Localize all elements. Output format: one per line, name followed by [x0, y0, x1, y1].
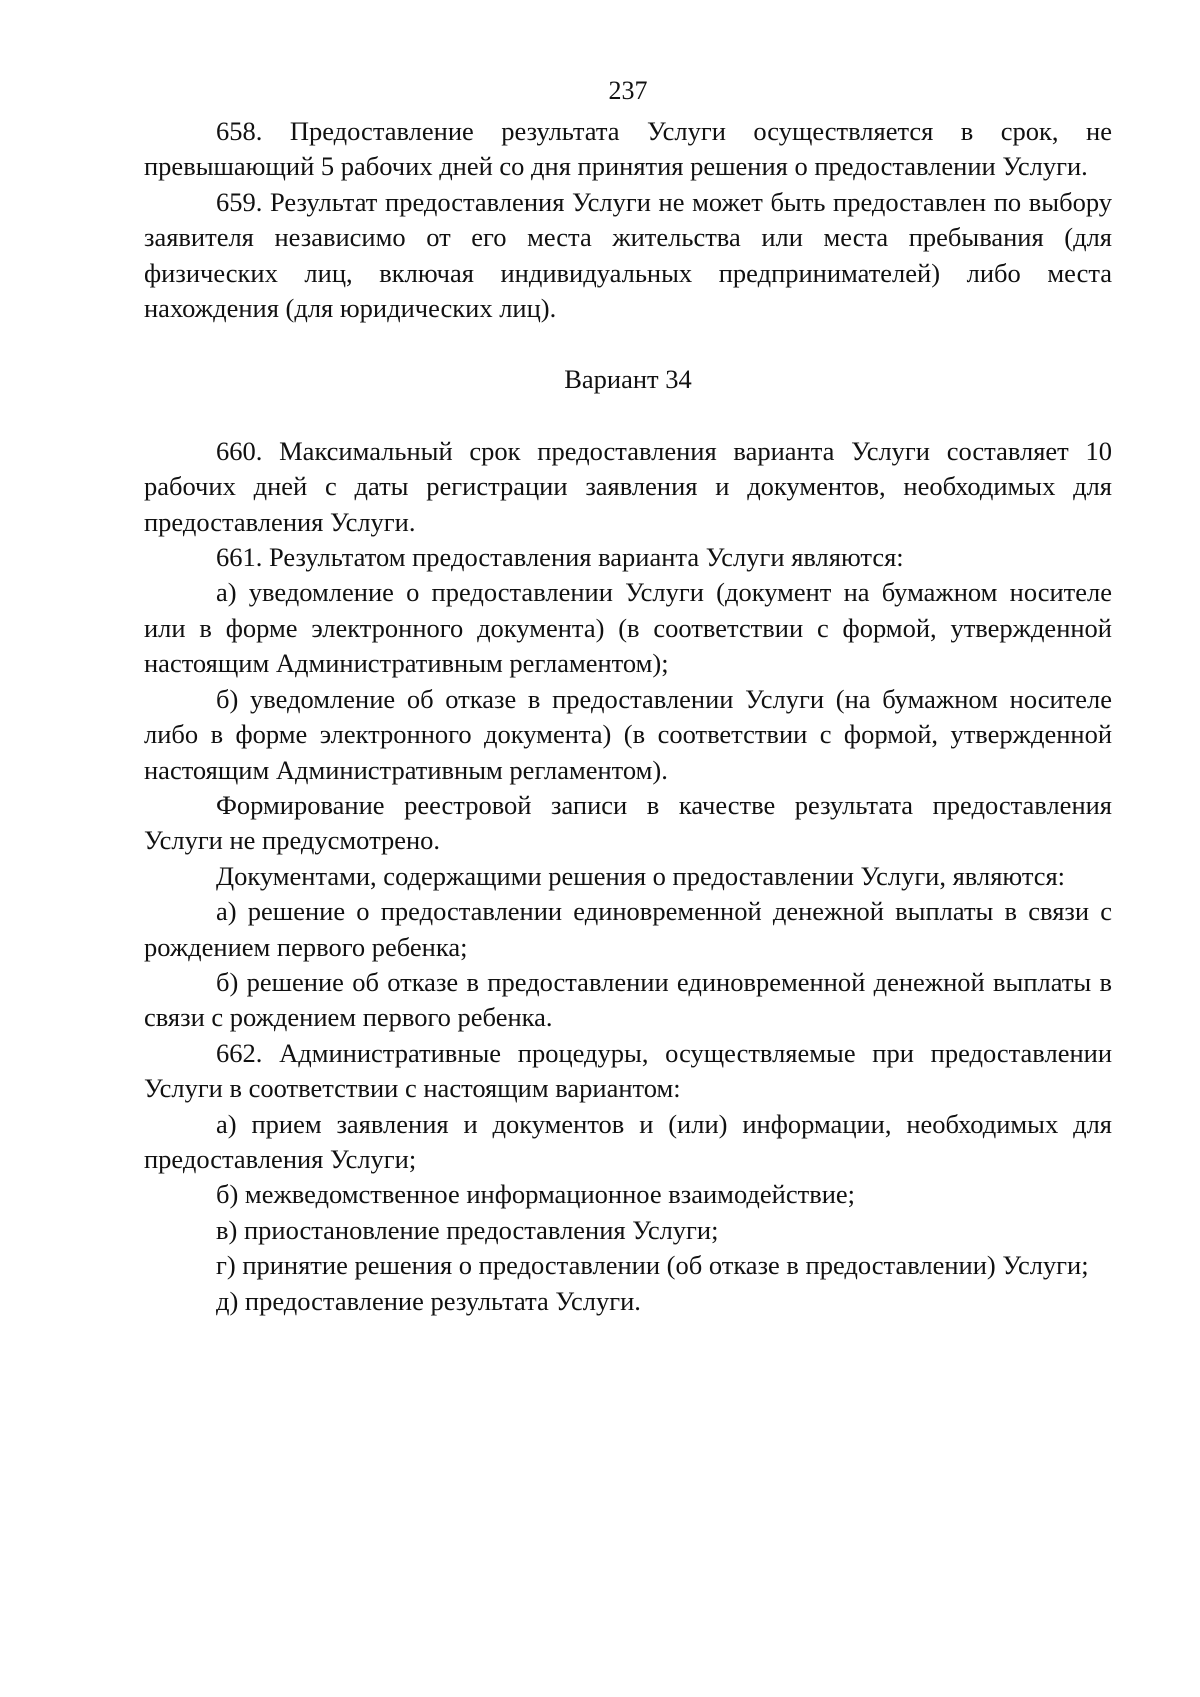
paragraph-658: 658. Предоставление результата Услуги осуществляется в срок, не превышающий 5 рабочих дней со дня принятия решения о предоставлении Услуги. — [144, 116, 1112, 182]
paragraph-662-item-b: б) межведомственное информационное взаимодействие; — [216, 1179, 856, 1210]
paragraph-decision-item-a: а) решение о предоставлении единовременной денежной выплаты в связи с рождением первого ребенка; — [144, 896, 1112, 962]
paragraph-662-item-g: г) принятие решения о предоставлении (об отказе в предоставлении) Услуги; — [216, 1250, 1089, 1281]
paragraph-660: 660. Максимальный срок предоставления варианта Услуги составляет 10 рабочих дней с даты регистрации заявления и документов, необходимых для предоставления Услуги. — [144, 435, 1112, 537]
page-number: 237 — [608, 76, 648, 105]
paragraph-662: 662. Административные процедуры, осуществляемые при предоставлении Услуги в соответствии с настоящим вариантом: — [144, 1037, 1112, 1104]
section-heading: Вариант 34 — [564, 364, 692, 395]
paragraph-661-item-b: б) уведомление об отказе в предоставлении Услуги (на бумажном носителе либо в форме электронного документа) (в соответствии с формой, утвержденной настоящим Административным регламентом). — [144, 683, 1112, 785]
paragraph-decision-documents: Документами, содержащими решения о предоставлении Услуги, являются: — [216, 860, 1066, 891]
document-body — [144, 114, 1112, 1319]
paragraph-662-item-v: в) приостановление предоставления Услуги; — [216, 1214, 719, 1245]
paragraph-661-item-a: а) уведомление о предоставлении Услуги (документ на бумажном носителе или в форме электронного документа) (в соответствии с формой, утвержденной настоящим Административным регламентом); — [144, 577, 1112, 679]
paragraph-662-item-d: д) предоставление результата Услуги. — [216, 1285, 641, 1316]
paragraph-661: 661. Результатом предоставления варианта Услуги являются: — [216, 542, 904, 573]
paragraph-662-item-a: а) прием заявления и документов и (или) информации, необходимых для предоставления Услуги; — [144, 1108, 1112, 1174]
paragraph-registry-note: Формирование реестровой записи в качестве результата предоставления Услуги не предусмотрено. — [144, 789, 1112, 856]
paragraph-659: 659. Результат предоставления Услуги не может быть предоставлен по выбору заявителя независимо от его места жительства или места пребывания (для физических лиц, включая индивидуальных предпринимателей) либо места нахождения (для юридических лиц). — [144, 186, 1112, 324]
paragraph-decision-item-b: б) решение об отказе в предоставлении единовременной денежной выплаты в связи с рождением первого ребенка. — [144, 966, 1112, 1033]
